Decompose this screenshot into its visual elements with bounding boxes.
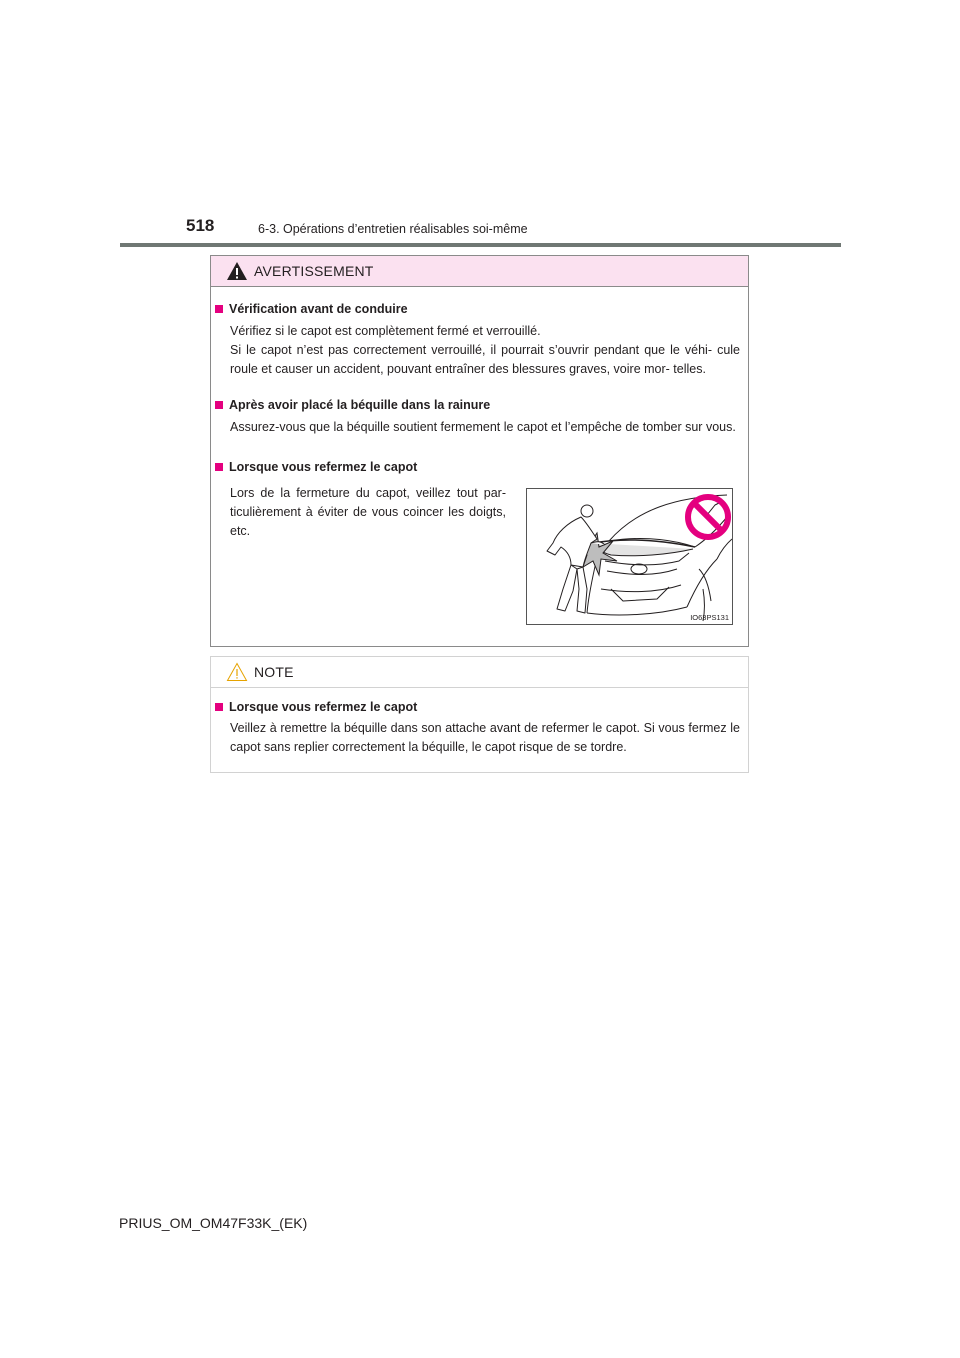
item-title-text: Lorsque vous refermez le capot (229, 700, 418, 714)
warning-paragraph: Lors de la fermeture du capot, veillez tout par- ticulièrement à éviter de vous coincer les doigts, etc. (230, 486, 506, 538)
note-item-title (215, 699, 417, 716)
document-code: PRIUS_OM_OM47F33K_(EK) (119, 1215, 308, 1231)
bullet-square-icon (215, 463, 223, 471)
car-hood-drawing (527, 489, 732, 624)
note-header (211, 657, 748, 688)
item-title-text: Après avoir placé la béquille dans la rainure (229, 398, 491, 412)
bullet-square-icon (215, 305, 223, 313)
warning-item-title (215, 301, 408, 318)
warning-paragraph: Vérifiez si le capot est complètement fermé et verrouillé. (230, 324, 541, 338)
page-number: 518 (186, 216, 215, 235)
note-label: NOTE (254, 664, 294, 680)
warning-paragraph: Si le capot n’est pas correctement verrouillé, il pourrait s’ouvrir pendant que le véhi- cule roule et causer un accident, pouvant entraîner des blessures graves, voire mor- telles. (230, 343, 740, 376)
bullet-square-icon (215, 401, 223, 409)
warning-header (211, 256, 748, 287)
bullet-square-icon (215, 703, 223, 711)
section-title: 6-3. Opérations d’entretien réalisables soi-même (258, 222, 528, 236)
warning-label: AVERTISSEMENT (254, 263, 374, 279)
item-title-text: Vérification avant de conduire (229, 302, 408, 316)
hood-closing-illustration (526, 488, 733, 625)
item-title-text: Lorsque vous refermez le capot (229, 460, 418, 474)
warning-box (210, 255, 749, 647)
figure-code: IO63PS131 (690, 613, 729, 622)
warning-item-title (215, 397, 490, 414)
note-box (210, 656, 749, 773)
warning-item-title (215, 459, 417, 476)
caution-outline-icon (226, 662, 248, 682)
warning-icon (226, 261, 248, 281)
header-rule (120, 243, 841, 247)
warning-paragraph: Assurez-vous que la béquille soutient fermement le capot et l’empêche de tomber sur vous. (230, 420, 736, 434)
note-paragraph: Veillez à remettre la béquille dans son attache avant de refermer le capot. Si vous fermez le capot sans replier correctement la béquille, le capot risque de se tordre. (230, 721, 740, 754)
